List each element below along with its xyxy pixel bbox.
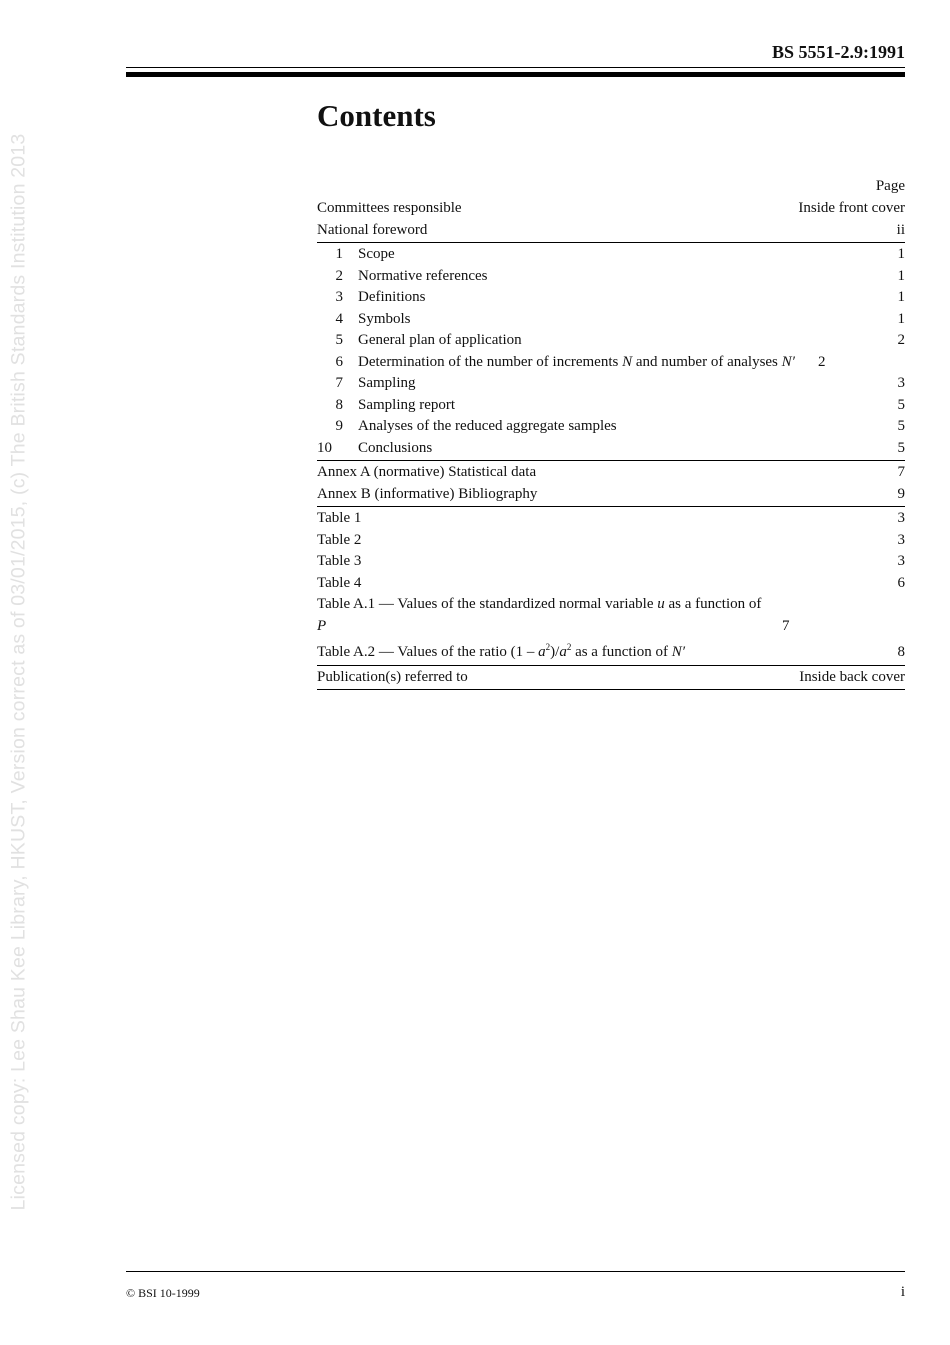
entry-text: Sampling report [358, 396, 456, 413]
footer-page-number: i [900, 1284, 905, 1300]
entry-number: 3 [335, 289, 343, 305]
toc-entry-clause-4[interactable] [317, 309, 905, 331]
entry-text: Table 3 [317, 553, 362, 569]
entry-text: Normative references [358, 267, 488, 284]
toc-entry-clause-9[interactable] [317, 416, 905, 438]
entry-text: Symbols [358, 310, 411, 327]
footer-copyright: © BSI 10-1999 [126, 1286, 200, 1300]
toc-entry-publications[interactable] [317, 667, 905, 689]
entry-page: 7 [782, 617, 790, 634]
entry-text: Determination of the number of increments N and number of analyses N′ [358, 353, 795, 370]
entry-number: 1 [335, 246, 343, 262]
entry-text: Analyses of the reduced aggregate samples [358, 418, 617, 434]
entry-page: 6 [897, 574, 905, 591]
entry-page: 9 [897, 485, 905, 502]
entry-page: 7 [897, 464, 905, 480]
header-rule-thick [126, 72, 905, 77]
front-matter-group [317, 197, 905, 242]
entry-number: 7 [335, 375, 343, 391]
entry-page: 3 [897, 375, 905, 391]
entry-text: National foreword [317, 221, 428, 238]
entry-text: Table 4 [317, 574, 362, 591]
footer-rule [126, 1271, 905, 1272]
page-title: Contents [317, 98, 436, 133]
toc-entry-table-a1[interactable] [317, 594, 905, 637]
entry-page: 5 [897, 396, 905, 413]
toc-entry-clause-3[interactable] [317, 287, 905, 309]
entry-page: 3 [897, 553, 905, 569]
entry-number: 4 [335, 310, 343, 327]
entry-page: 1 [897, 246, 905, 262]
toc-entry-clause-2[interactable] [317, 266, 905, 288]
document-id: BS 5551-2.9:1991 [771, 42, 905, 62]
toc-entry-table-2[interactable] [317, 530, 905, 552]
entry-page: 5 [897, 439, 905, 456]
entry-number: 5 [335, 332, 343, 348]
tables-group [317, 506, 905, 665]
publications-group [317, 665, 905, 691]
entry-number: 6 [335, 353, 343, 370]
entry-text: Sampling [358, 375, 416, 391]
entry-page: ii [896, 221, 905, 238]
toc-entry-clause-10[interactable] [317, 438, 905, 460]
entry-text: Committees responsible [317, 200, 462, 216]
entry-text: Definitions [358, 289, 426, 305]
entry-number: 2 [335, 267, 343, 284]
entry-number: 8 [335, 396, 343, 413]
entry-page: 1 [897, 289, 905, 305]
entry-page: 8 [897, 644, 905, 660]
toc-entry-clause-1[interactable] [317, 244, 905, 266]
entry-page: Inside front cover [798, 200, 905, 216]
toc-entry-clause-7[interactable] [317, 373, 905, 395]
header-rule-thin [126, 67, 905, 68]
entry-text: Table 2 [317, 531, 362, 548]
entry-page: 5 [897, 418, 905, 434]
entry-page: 1 [897, 310, 905, 327]
entry-text: Conclusions [358, 439, 433, 456]
entry-text: Publication(s) referred to [317, 668, 468, 685]
toc-entry-national-foreword[interactable] [317, 220, 905, 242]
annex-group [317, 460, 905, 506]
toc-entry-annex-a[interactable] [317, 462, 905, 484]
entry-text: Table A.1 — Values of the standardized normal variable u as a function of P [317, 596, 762, 634]
entry-page: 3 [897, 531, 905, 548]
entry-number: 10 [317, 439, 332, 456]
toc-entry-table-4[interactable] [317, 573, 905, 595]
entry-text: Table A.2 — Values of the ratio $(1 - a^2)/a^2$ as a function of N′ [317, 642, 685, 660]
license-watermark: Licensed copy: Lee Shau Kee Library, HKUST, Version correct as of 03/01/2015, (c) The British Standards Institution 2013 [7, 133, 30, 1211]
entry-page: 2 [818, 353, 826, 370]
toc-entry-annex-b[interactable] [317, 484, 905, 506]
entry-page: Inside back cover [799, 668, 905, 685]
entry-text: Scope [358, 246, 395, 262]
entry-text: Annex A (normative) Statistical data [317, 464, 537, 480]
entry-page: 3 [897, 510, 905, 526]
toc-entry-clause-8[interactable] [317, 395, 905, 417]
entry-page: 2 [897, 332, 905, 348]
entry-text: General plan of application [358, 332, 522, 348]
clauses-group [317, 242, 905, 460]
toc-entry-table-a2[interactable] [317, 637, 905, 664]
entry-page: 1 [897, 267, 905, 284]
entry-text: Annex B (informative) Bibliography [317, 485, 538, 502]
toc-entry-table-1[interactable] [317, 508, 905, 530]
toc-entry-table-3[interactable] [317, 551, 905, 573]
page-column-header: Page [875, 178, 905, 194]
entry-text: Table 1 [317, 510, 362, 526]
toc-entry-clause-6[interactable] [317, 352, 905, 374]
toc-entry-clause-5[interactable] [317, 330, 905, 352]
entry-number: 9 [335, 418, 343, 434]
table-of-contents [317, 176, 905, 690]
toc-entry-committees[interactable] [317, 198, 905, 220]
